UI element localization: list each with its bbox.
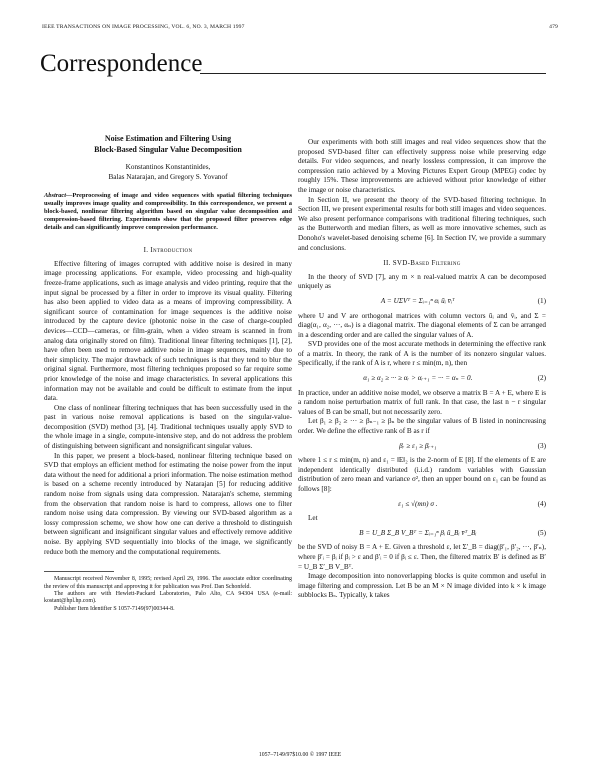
paragraph: SVD provides one of the most accurate methods in determining the effective rank of a matrix. In theory, the rank of A is the number of its nonzero singular values. Specifically, if the rank of A is r, where r ≤ min(m, n), then bbox=[298, 340, 546, 368]
copyright-footer: 1057–7149/97$10.00 © 1997 IEEE bbox=[258, 752, 342, 758]
equation-3: βᵣ ≥ ε₁ ≥ βᵣ₊₁ (3) bbox=[399, 441, 546, 450]
abstract bbox=[44, 192, 292, 232]
footnotes bbox=[44, 576, 292, 613]
footnote: Publisher Item Identifier S 1057-7149(97)00344-8. bbox=[54, 605, 175, 612]
paragraph: One class of nonlinear filtering techniques that has been successfully used in the past in various noise removal applications is based on the singular-value-decomposition (SVD) method [3], [4]. Traditional techniques usually apply SVD to the whole image in a single, compute-intensive step, and do not address the problem of distinguishing between significant and nonsignificant singular values. bbox=[44, 403, 292, 451]
paragraph: be the SVD of noisy B = A + E. Given a threshold ε, let Σ′_B = diag(β′₁, β′₂, ···, β′ₙ), where β′ᵢ = βᵢ if βᵢ > ε and β′ᵢ = 0 if βᵢ ≤ ε. Then, the filtered matrix B′ is defined as B′ = U_B Σ′_B V_Bᵀ. bbox=[298, 543, 546, 571]
equation-5: B = U_B Σ_B V_Bᵀ = Σᵢ₌₁ⁿ βᵢ ū_Bᵢ v̄ᵀ_Bᵢ (5) bbox=[359, 528, 546, 537]
paragraph: Image decomposition into nonoverlapping blocks is quite common and useful in image filtering and compression. Let B be an M × N image divided into k × k image subblocks Bₛ. Typically, k takes bbox=[298, 572, 546, 600]
paragraph: Effective filtering of images corrupted with additive noise is desired in many image processing applications. For example, video processing and high-quality freeze-frame applications, such as image analysis and video printing, require that the input signal be processed by a filter in order to improve its visual quality. Filtering has also been applied to video data as a means of improving compressibility. A significant source of contamination for image sequences is the additive noise introduced by the capture device (photonic noise in the case of charge-coupled devices—CCD—cameras, or film-grain, when a video stream is scanned in from analog data originally stored on film). Traditional linear filtering techniques [1], [2], have often been used to remove additive noise in image sequences, mainly due to their simplicity. The major drawback of such techniques is that they tend to blur the original signal. Furthermore, most filtering techniques proposed so far require some prior knowledge of the noise and image characteristics. In several applications this information may not be available and could be difficult to estimate from the input data. bbox=[44, 259, 292, 403]
page-number: 479 bbox=[549, 24, 558, 30]
equation-4: ε₁ ≤ √(mn) σ . (4) bbox=[398, 499, 546, 508]
paper-title: Noise Estimation and Filtering Using Block-Based Singular Value Decomposition bbox=[94, 134, 242, 154]
paragraph: In practice, under an additive noise model, we observe a matrix B = A + E, where E is a random noise perturbation matrix of full rank. In that case, the last n − r singular values of B can be small, but not necessarily zero. bbox=[298, 388, 546, 416]
paragraph: In this paper, we present a block-based, nonlinear filtering technique based on SVD that employs an efficient method for estimating the noise power from the input data without the need for additional a priori information. The noise estimation method is based on a scheme recently introduced by Natarajan [5] for reducing additive random noise from signals using data compression. Natarajan's scheme, stemming from the observation that random noise is hard to compress, allows one to filter random noise using data compression. By viewing our SVD-based algorithm as a lossy compression scheme, we show how one can derive a threshold to distinguish between significant and insignificant singular values and effectively remove additive noise. By applying SVD sequentially into blocks of the image, we significantly reduce both the memory and the computational requirements. bbox=[44, 451, 292, 556]
section-heading-svd: II. SVD-Based Filtering bbox=[383, 259, 461, 268]
paragraph: where 1 ≤ r ≤ min(m, n) and ε₁ = ‖E‖₂ is the 2-norm of E [8]. If the elements of E are independent identically distributed (i.i.d.) random variables with Gaussian distribution of zero mean and variance σ², then an upper bound on ε₁ can be found as follows [8]: bbox=[298, 456, 546, 493]
paragraph: where U and V are orthogonal matrices with column vectors ūᵢ and v̄ᵢ, and Σ = diag(α₁, α₂, ···, αₙ) is a diagonal matrix. The diagonal elements of Σ can be arranged in a descending order and are called the singular values of A. bbox=[298, 311, 546, 339]
footnote: Manuscript received November 8, 1995; revised April 29, 1996. The associate editor coordinating the review of this manuscript and approving it for publication was Prof. Dan Schonfeld. bbox=[44, 576, 292, 590]
footnote: The authors are with Hewlett-Packard Laboratories, Palo Alto, CA 94304 USA (e-mail: kostant@hpl.hp.com). bbox=[44, 591, 292, 605]
paper-authors: Konstantinos Konstantinides, Balas Natarajan, and Gregory S. Yovanof bbox=[108, 163, 228, 181]
equation-2: α₁ ≥ α₂ ≥ ··· ≥ αᵣ > αᵣ₊₁ = ··· = αₙ = 0. (2) bbox=[363, 374, 546, 383]
paragraph: Let bbox=[308, 514, 318, 523]
equation-1: A = UΣVᵀ = Σᵢ₌₁ⁿ αᵢ ūᵢ v̄ᵢᵀ (1) bbox=[380, 296, 546, 305]
running-title: IEEE TRANSACTIONS ON IMAGE PROCESSING, VOL. 6, NO. 3, MARCH 1997 bbox=[42, 24, 245, 30]
paragraph: Let β₁ ≥ β₂ ≥ ··· ≥ βₙ₋₁ ≥ βₙ be the singular values of B listed in nonincreasing order. We define the effective rank of B as r if bbox=[298, 417, 546, 436]
section-rule bbox=[200, 73, 546, 74]
right-column bbox=[298, 138, 546, 601]
paragraph: In Section II, we present the theory of the SVD-based filtering technique. In Section III, we present experimental results for both still images and video sequences. We also present performance comparisons with traditional filtering techniques, such as the Butterworth and median filters, as well as more innovative schemes, such as Donoho's wavelet-based denoising scheme [6]. In Section IV, we provide a summary and conclusions. bbox=[298, 195, 546, 252]
left-column bbox=[44, 120, 292, 613]
section-heading-intro: I. Introduction bbox=[143, 246, 193, 255]
paragraph: In the theory of SVD [7], any m × n real-valued matrix A can be decomposed uniquely as bbox=[298, 272, 546, 291]
abstract-label: Abstract— bbox=[44, 192, 73, 200]
paragraph: Our experiments with both still images and real video sequences show that the proposed SVD-based filter can effectively suppress noise while preserving edge details. For video sequences, and nearly lossless compression, it can improve the compression ratio achieved by a Moving Pictures Expert Group (MPEG) codec by roughly 15%. These improvements are achieved without prior knowledge of either the image or noise characteristics. bbox=[298, 138, 546, 194]
section-label: Correspondence bbox=[40, 50, 203, 77]
running-header bbox=[42, 24, 558, 30]
abstract-text: Preprocessing of image and video sequences with spatial filtering techniques usually improves image quality and compressibility. In this correspondence, we present a block-based, nonlinear filtering algorithm based on singular value decomposition and compression-based filtering. Experiments show that the proposed filter preserves edge details and can significantly improve compression performance. bbox=[44, 192, 292, 232]
